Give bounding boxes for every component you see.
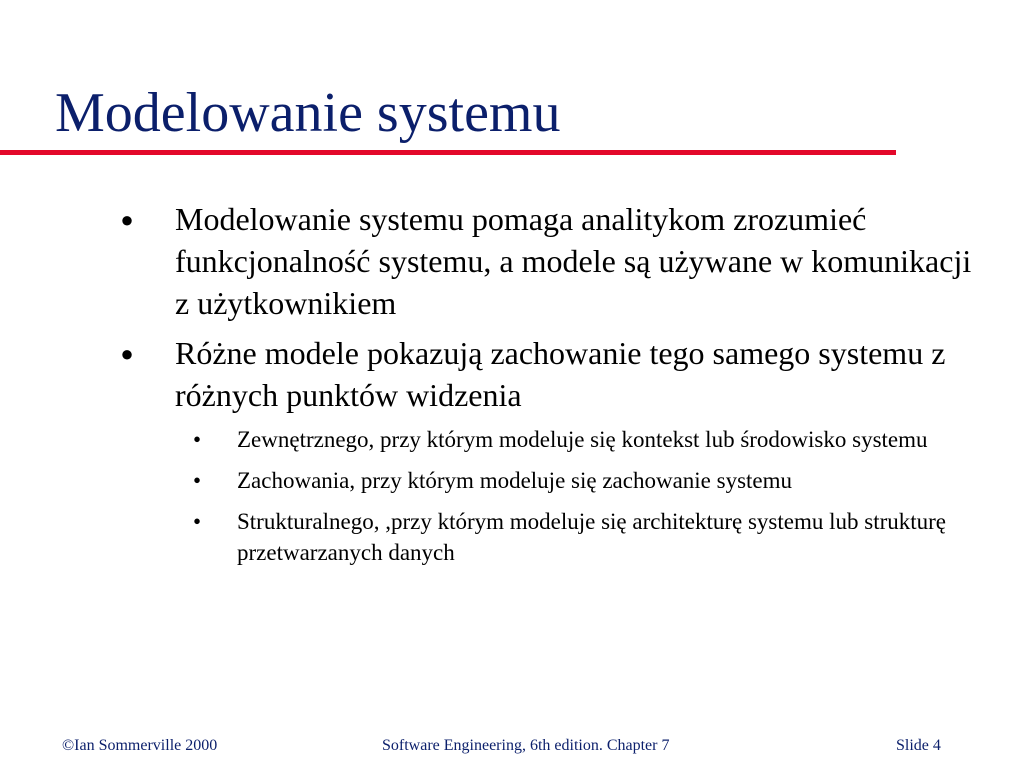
sub-bullet-text: Strukturalnego, ,przy którym modeluje się architekturę systemu lub strukturę przetwarzanych danych — [237, 509, 947, 565]
sub-bullet-text: Zewnętrznego, przy którym modeluje się kontekst lub środowisko systemu — [237, 427, 928, 452]
slide-title: Modelowanie systemu — [55, 82, 561, 144]
footer-slide-number: Slide 4 — [896, 737, 941, 754]
bullet-item-1 — [120, 198, 975, 324]
sub-bullet-item-2 — [192, 465, 977, 496]
sub-bullet-dot-icon: • — [192, 509, 202, 534]
sub-bullet-text: Zachowania, przy którym modeluje się zachowanie systemu — [237, 468, 793, 493]
bullet-item-2 — [120, 332, 975, 416]
sub-bullet-dot-icon: • — [192, 468, 202, 493]
bullet-dot-icon: ● — [120, 341, 134, 366]
sub-bullet-dot-icon: • — [192, 427, 202, 452]
title-underline-rule — [0, 150, 896, 155]
bullet-text: Różne modele pokazują zachowanie tego samego systemu z różnych punktów widzenia — [175, 335, 946, 413]
bullet-dot-icon: ● — [120, 207, 134, 232]
footer-book-title: Software Engineering, 6th edition. Chapter 7 — [382, 737, 670, 754]
bullet-text: Modelowanie systemu pomaga analitykom zrozumieć funkcjonalność systemu, a modele są używane w komunikacji z użytkownikiem — [175, 201, 972, 321]
slide-content — [0, 198, 1024, 578]
sub-bullet-item-3 — [192, 506, 977, 568]
footer-copyright: ©Ian Sommerville 2000 — [62, 737, 218, 754]
sub-bullet-item-1 — [192, 424, 977, 455]
sub-bullet-list — [0, 424, 1024, 568]
